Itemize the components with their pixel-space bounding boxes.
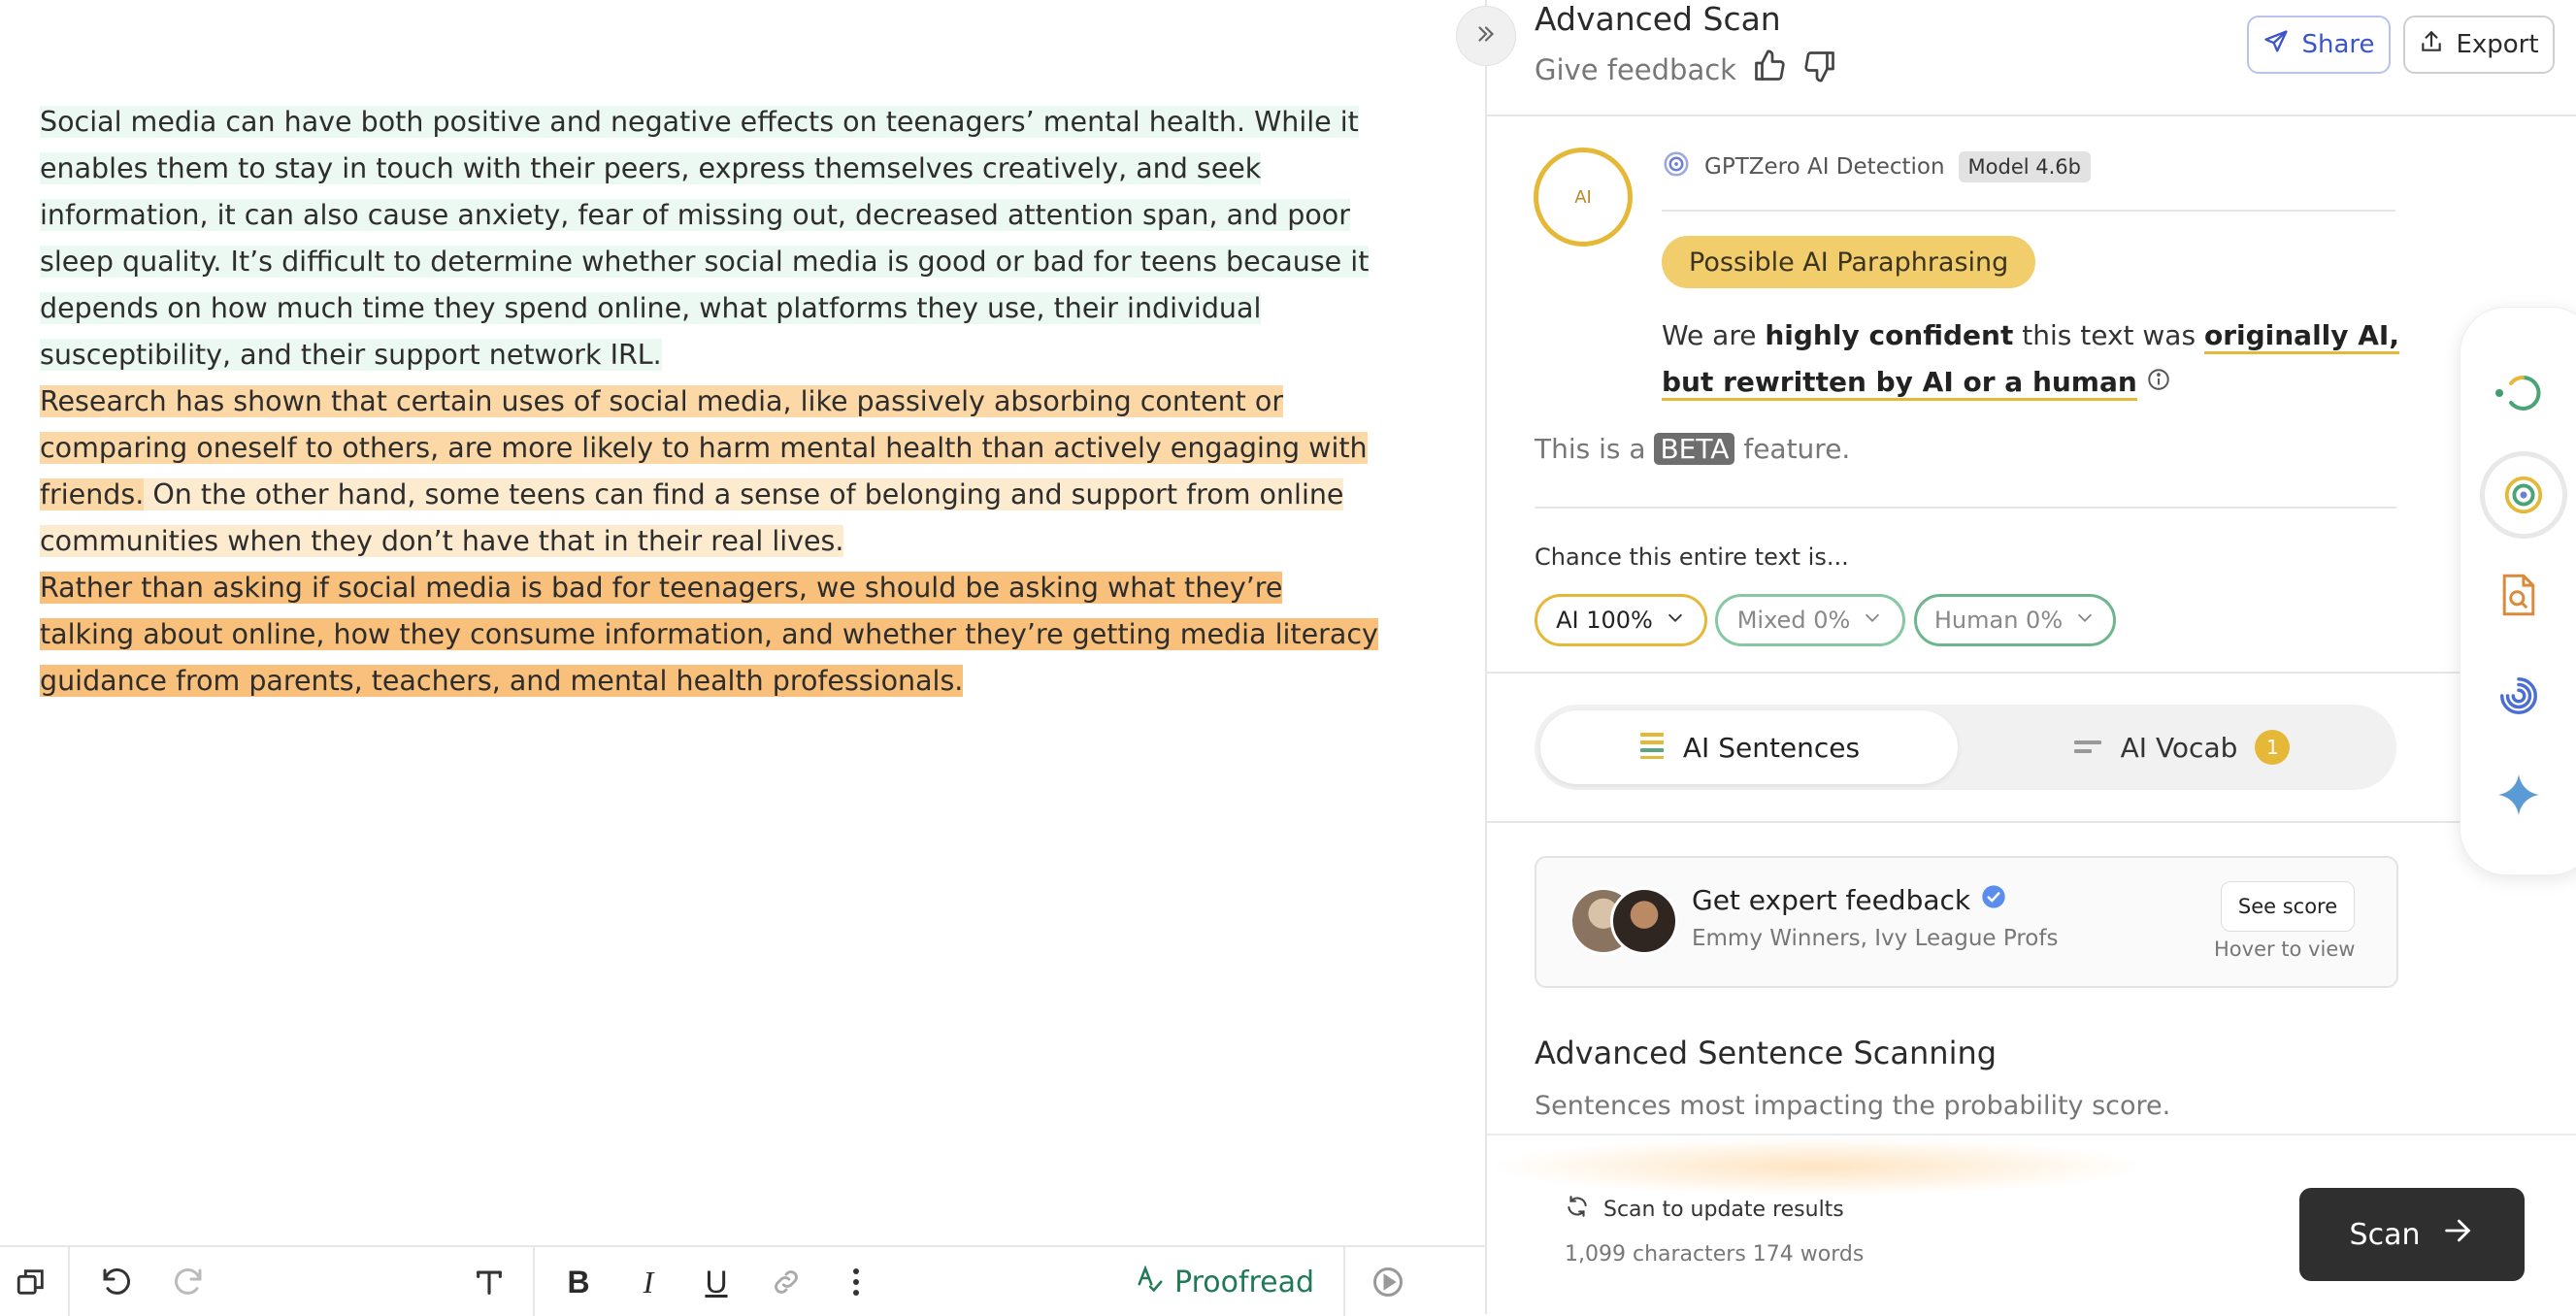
editor-toolbar xyxy=(0,1245,1485,1316)
spellcheck-icon xyxy=(1136,1264,1165,1300)
beta-tag: BETA xyxy=(1654,433,1734,465)
send-icon xyxy=(2262,28,2290,62)
avatar xyxy=(1610,887,1678,955)
text-style-icon[interactable] xyxy=(464,1257,514,1307)
export-button[interactable] xyxy=(2403,16,2555,74)
verified-badge-icon xyxy=(1980,883,2007,917)
detector-row xyxy=(1662,149,2091,184)
toolbar-divider xyxy=(1343,1247,1345,1316)
scan-label: Scan xyxy=(2349,1217,2421,1252)
sentence-lines-icon xyxy=(1638,730,1666,766)
expert-title: Get expert feedback xyxy=(1692,884,1971,916)
human-chance-value: Human 0% xyxy=(1933,607,2064,634)
vocab-count-badge: 1 xyxy=(2255,730,2290,765)
refresh-icon xyxy=(1565,1194,1590,1225)
proofread-button[interactable] xyxy=(1136,1255,1314,1309)
copy-icon[interactable] xyxy=(6,1257,56,1307)
expert-subtitle: Emmy Winners, Ivy League Profs xyxy=(1692,926,2059,951)
sparkle-icon[interactable] xyxy=(2488,764,2550,826)
sentence-highlight[interactable]: Social media can have both positive and negative effects on teenagers’ mental health. While it enables them to stay in touch with their peers, express themselves creatively, and seek information, it can also cause anxiety, fear of missing out, decreased attention span, and poor sleep quality. xyxy=(40,106,1359,278)
advanced-scanning-title: Advanced Sentence Scanning xyxy=(1535,1035,1998,1071)
ai-circle-label: AI xyxy=(1574,186,1592,208)
arrow-right-icon xyxy=(2441,1214,2474,1255)
beta-prefix: This is a xyxy=(1535,433,1655,465)
thumbs-down-icon[interactable] xyxy=(1802,49,1837,90)
feedback-row xyxy=(1535,49,1837,90)
fingerprint-icon[interactable] xyxy=(2488,665,2550,727)
tab-ai-vocab[interactable] xyxy=(1971,710,2391,784)
underline-icon[interactable]: U xyxy=(705,1264,728,1300)
confidence-middle: this text was xyxy=(2013,319,2204,351)
ai-chance-value: AI 100% xyxy=(1556,607,1653,634)
chevron-down-icon xyxy=(1862,607,1883,634)
play-icon[interactable] xyxy=(1363,1257,1413,1307)
undo-icon[interactable] xyxy=(91,1257,142,1307)
tabs-divider xyxy=(1487,821,2576,823)
tool-rail xyxy=(2460,307,2576,875)
more-options-icon[interactable] xyxy=(831,1257,881,1307)
ai-score-circle xyxy=(1534,148,1633,247)
scan-button[interactable] xyxy=(2299,1188,2525,1281)
chevron-down-icon xyxy=(2074,607,2096,634)
confidence-verdict: originally AI, but rewritten by AI or a human xyxy=(1662,319,2399,401)
chevron-down-icon xyxy=(1665,607,1686,634)
result-badge: Possible AI Paraphrasing xyxy=(1662,236,2035,288)
hover-hint: Hover to view xyxy=(2214,938,2356,961)
export-label: Export xyxy=(2456,30,2539,59)
sentence-highlight[interactable]: Research has shown that certain uses of social media, like passively absorbing content or comparing oneself to others, are more likely to harm mental health than actively engaging with friends. xyxy=(40,385,1368,510)
sentence-highlight[interactable]: It’s difficult to determine whether social media is good or bad for teens because it depends on how much time they spend online, what platforms they use, their individual susceptibility, and their support network IRL. xyxy=(40,246,1370,371)
model-badge: Model 4.6b xyxy=(1959,151,2091,182)
share-button[interactable] xyxy=(2247,16,2391,74)
expert-title-row xyxy=(1692,883,2007,917)
human-chance-dropdown[interactable] xyxy=(1914,594,2116,646)
expert-feedback-card[interactable] xyxy=(1535,856,2398,988)
paragraph-2 xyxy=(40,378,1379,565)
confidence-prefix: We are xyxy=(1662,319,1766,351)
vocab-lines-icon xyxy=(2072,732,2103,764)
document-text[interactable] xyxy=(40,99,1379,705)
mixed-chance-value: Mixed 0% xyxy=(1736,607,1851,634)
chance-divider xyxy=(1487,672,2576,674)
header-divider xyxy=(1487,115,2576,116)
detector-divider xyxy=(1662,210,2395,212)
character-word-count: 1,099 characters 174 words xyxy=(1565,1242,1865,1267)
chance-label: Chance this entire text is... xyxy=(1535,543,1849,571)
document-search-icon[interactable] xyxy=(2488,564,2550,626)
mixed-chance-dropdown[interactable] xyxy=(1715,594,1905,646)
scan-update-label: Scan to update results xyxy=(1603,1197,1844,1222)
share-label: Share xyxy=(2301,30,2375,59)
upload-icon xyxy=(2419,29,2444,61)
paragraph-1 xyxy=(40,99,1379,378)
ai-chance-dropdown[interactable] xyxy=(1535,594,1707,646)
confidence-strength: highly confident xyxy=(1765,319,2014,351)
sentence-highlight[interactable]: Rather than asking if social media is bad for teenagers, we should be asking what they’re talking about online, how they consume information, and whether they’re getting media literacy guidance from parents, teachers, and mental health professionals. xyxy=(40,572,1378,697)
tab-ai-sentences[interactable] xyxy=(1540,710,1958,784)
detector-name: GPTZero AI Detection xyxy=(1704,154,1945,180)
link-icon[interactable] xyxy=(761,1257,811,1307)
see-score-button[interactable]: See score xyxy=(2221,881,2355,932)
sentence-highlight[interactable]: On the other hand, some teens can find a sense of belonging and support from online communities when they don’t have that in their real lives. xyxy=(40,478,1344,557)
beta-divider xyxy=(1535,507,2396,509)
toolbar-divider xyxy=(533,1247,535,1316)
italic-icon[interactable]: I xyxy=(643,1264,654,1300)
footer-glow xyxy=(1487,1137,2147,1196)
scan-panel xyxy=(1487,0,2576,1314)
tab-ai-vocab-label: AI Vocab xyxy=(2120,731,2238,764)
thumbs-up-icon[interactable] xyxy=(1752,49,1787,90)
bold-icon[interactable]: B xyxy=(567,1264,590,1300)
confidence-statement xyxy=(1662,313,2419,407)
toolbar-divider xyxy=(68,1247,70,1316)
redo-icon[interactable] xyxy=(163,1257,214,1307)
ai-detection-icon[interactable] xyxy=(2480,451,2567,539)
scan-update-row xyxy=(1565,1194,1844,1225)
feedback-label: Give feedback xyxy=(1535,52,1736,86)
advanced-scanning-subtitle: Sentences most impacting the probability score. xyxy=(1535,1091,2171,1121)
proofread-label: Proofread xyxy=(1174,1265,1315,1300)
beta-suffix: feature. xyxy=(1734,433,1851,465)
panel-title: Advanced Scan xyxy=(1535,0,1781,38)
beta-notice xyxy=(1535,433,1850,465)
info-icon[interactable] xyxy=(2146,360,2171,407)
paragraph-3 xyxy=(40,565,1379,705)
results-tabs xyxy=(1535,705,2396,790)
tab-ai-sentences-label: AI Sentences xyxy=(1682,731,1861,764)
gptzero-logo-icon xyxy=(1662,149,1691,184)
loading-spinner-icon[interactable] xyxy=(2488,362,2550,424)
